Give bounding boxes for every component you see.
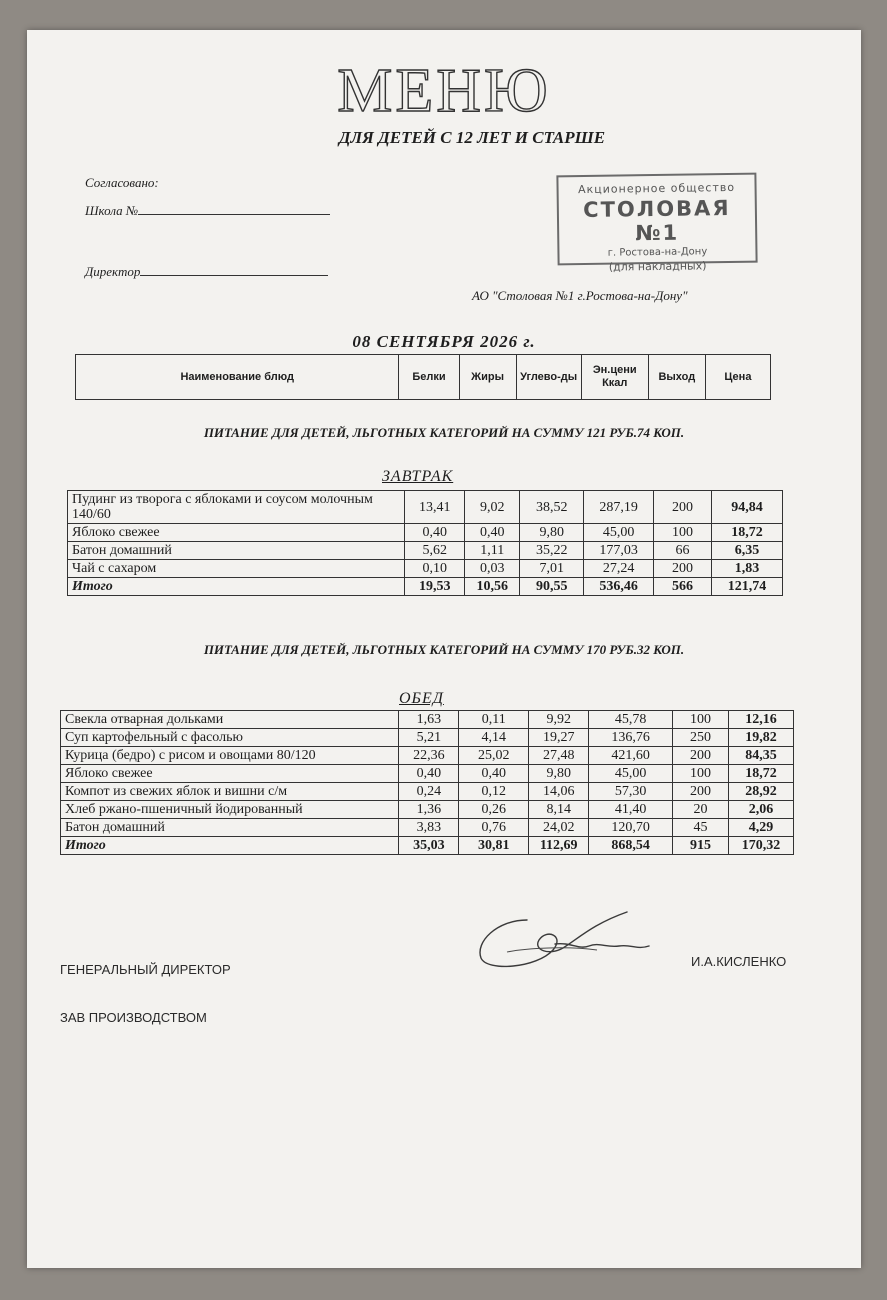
cell-yield: 200: [673, 747, 729, 765]
breakfast-banner: ПИТАНИЕ ДЛЯ ДЕТЕЙ, ЛЬГОТНЫХ КАТЕГОРИЙ НА СУММУ 121 РУБ.74 КОП.: [203, 425, 685, 440]
cell-carbs: 90,55: [520, 578, 584, 596]
cell-yield: 45: [673, 819, 729, 837]
cell-carbs: 19,27: [529, 729, 589, 747]
production-head-title: ЗАВ ПРОИЗВОДСТВОМ: [60, 1010, 207, 1025]
cell-fat: 0,03: [465, 560, 520, 578]
table-row: [61, 711, 794, 729]
cell-yield: 200: [673, 783, 729, 801]
lunch-table: [60, 710, 794, 855]
lunch-title: ОБЕД: [399, 690, 444, 707]
cell-yield: 100: [673, 765, 729, 783]
cell-carbs: 7,01: [520, 560, 584, 578]
cell-carbs: 9,80: [529, 765, 589, 783]
cell-yield: 250: [673, 729, 729, 747]
cell-price: 94,84: [712, 491, 783, 524]
table-row: [68, 491, 783, 524]
school-blank-line: [138, 202, 330, 215]
cell-energy: 41,40: [589, 801, 673, 819]
cell-name: Батон домашний: [61, 819, 399, 837]
col-yield-header: Выход: [648, 355, 705, 400]
table-row: [68, 524, 783, 542]
cell-energy: 177,03: [584, 542, 654, 560]
cell-protein: 5,21: [399, 729, 459, 747]
col-protein-header: Белки: [399, 355, 459, 400]
cell-name: Суп картофельный с фасолью: [61, 729, 399, 747]
stamp-line-3: г. Ростова-на-Дону: [607, 246, 708, 259]
cell-price: 1,83: [712, 560, 783, 578]
cell-yield: 100: [673, 711, 729, 729]
table-row: [61, 783, 794, 801]
table-row: [61, 819, 794, 837]
cell-energy: 868,54: [589, 837, 673, 855]
cell-energy: 45,78: [589, 711, 673, 729]
cell-carbs: 9,92: [529, 711, 589, 729]
cell-protein: 5,62: [405, 542, 465, 560]
director-field: [85, 263, 328, 280]
cell-fat: 0,12: [459, 783, 529, 801]
lunch-total-row: [61, 837, 794, 855]
cell-fat: 0,26: [459, 801, 529, 819]
cell-carbs: 27,48: [529, 747, 589, 765]
organization-name: АО "Столовая №1 г.Ростова-на-Дону": [472, 288, 688, 303]
cell-protein: 1,36: [399, 801, 459, 819]
col-carbs-header: Углево-ды: [516, 355, 581, 400]
cell-protein: 3,83: [399, 819, 459, 837]
cell-yield: 100: [654, 524, 712, 542]
cell-protein: 0,10: [405, 560, 465, 578]
cell-price: 19,82: [728, 729, 793, 747]
cell-name: Пудинг из творога с яблоками и соусом молочным 140/60: [68, 491, 405, 524]
director-label: Директор: [85, 264, 141, 279]
cell-fat: 0,76: [459, 819, 529, 837]
school-label: Школа №: [85, 203, 139, 218]
cell-price: 6,35: [712, 542, 783, 560]
organization-stamp: [556, 173, 757, 274]
cell-name: Хлеб ржано-пшеничный йодированный: [61, 801, 399, 819]
breakfast-total-row: [68, 578, 783, 596]
cell-energy: 136,76: [589, 729, 673, 747]
director-signature: [467, 902, 657, 978]
cell-fat: 0,11: [459, 711, 529, 729]
breakfast-table: [67, 490, 783, 596]
cell-carbs: 35,22: [520, 542, 584, 560]
document-title: МЕНЮ: [337, 57, 551, 125]
cell-name: Итого: [61, 837, 399, 855]
breakfast-title: ЗАВТРАК: [382, 468, 454, 485]
cell-energy: 120,70: [589, 819, 673, 837]
cell-price: 18,72: [712, 524, 783, 542]
cell-carbs: 38,52: [520, 491, 584, 524]
table-row: [61, 729, 794, 747]
cell-yield: 566: [654, 578, 712, 596]
cell-fat: 0,40: [459, 765, 529, 783]
cell-protein: 13,41: [405, 491, 465, 524]
cell-fat: 25,02: [459, 747, 529, 765]
cell-energy: 45,00: [584, 524, 654, 542]
col-energy-header: Эн.цени Ккал: [581, 355, 648, 400]
cell-name: Свекла отварная дольками: [61, 711, 399, 729]
cell-carbs: 8,14: [529, 801, 589, 819]
table-row: [61, 765, 794, 783]
cell-carbs: 14,06: [529, 783, 589, 801]
cell-yield: 200: [654, 560, 712, 578]
cell-price: 28,92: [728, 783, 793, 801]
cell-price: 18,72: [728, 765, 793, 783]
table-row: [61, 747, 794, 765]
cell-price: 121,74: [712, 578, 783, 596]
column-header-table: [75, 354, 771, 400]
cell-yield: 915: [673, 837, 729, 855]
cell-yield: 20: [673, 801, 729, 819]
director-name: И.А.КИСЛЕНКО: [691, 954, 787, 969]
menu-date: 08 СЕНТЯБРЯ 2026 г.: [352, 332, 536, 351]
cell-energy: 57,30: [589, 783, 673, 801]
cell-energy: 27,24: [584, 560, 654, 578]
cell-name: Яблоко свежее: [61, 765, 399, 783]
cell-protein: 22,36: [399, 747, 459, 765]
cell-fat: 4,14: [459, 729, 529, 747]
cell-protein: 19,53: [405, 578, 465, 596]
cell-fat: 1,11: [465, 542, 520, 560]
cell-fat: 0,40: [465, 524, 520, 542]
cell-name: Курица (бедро) с рисом и овощами 80/120: [61, 747, 399, 765]
cell-protein: 0,40: [399, 765, 459, 783]
cell-energy: 536,46: [584, 578, 654, 596]
cell-protein: 1,63: [399, 711, 459, 729]
cell-name: Чай с сахаром: [68, 560, 405, 578]
menu-document: [27, 30, 861, 1268]
table-row: [61, 801, 794, 819]
director-title: ГЕНЕРАЛЬНЫЙ ДИРЕКТОР: [60, 962, 231, 977]
cell-protein: 0,24: [399, 783, 459, 801]
cell-name: Яблоко свежее: [68, 524, 405, 542]
cell-protein: 0,40: [405, 524, 465, 542]
cell-price: 2,06: [728, 801, 793, 819]
column-header-row: [76, 355, 771, 400]
cell-yield: 66: [654, 542, 712, 560]
cell-name: Итого: [68, 578, 405, 596]
cell-price: 84,35: [728, 747, 793, 765]
stamp-line-2: СТОЛОВАЯ №1: [583, 195, 731, 246]
col-price-header: Цена: [705, 355, 770, 400]
table-row: [68, 542, 783, 560]
cell-energy: 287,19: [584, 491, 654, 524]
cell-carbs: 24,02: [529, 819, 589, 837]
cell-name: Компот из свежих яблок и вишни с/м: [61, 783, 399, 801]
cell-name: Батон домашний: [68, 542, 405, 560]
cell-price: 4,29: [728, 819, 793, 837]
approved-label: Согласовано:: [85, 175, 159, 190]
director-blank-line: [140, 263, 328, 276]
cell-price: 170,32: [728, 837, 793, 855]
table-row: [68, 560, 783, 578]
cell-energy: 421,60: [589, 747, 673, 765]
lunch-banner: ПИТАНИЕ ДЛЯ ДЕТЕЙ, ЛЬГОТНЫХ КАТЕГОРИЙ НА СУММУ 170 РУБ.32 КОП.: [203, 642, 685, 657]
col-name-header: Наименование блюд: [76, 355, 399, 400]
stamp-line-1: Акционерное общество: [577, 180, 736, 197]
col-fat-header: Жиры: [459, 355, 516, 400]
school-field: [85, 202, 330, 219]
stamp-line-4: (для накладных): [608, 259, 707, 274]
cell-price: 12,16: [728, 711, 793, 729]
cell-fat: 9,02: [465, 491, 520, 524]
cell-carbs: 112,69: [529, 837, 589, 855]
cell-fat: 30,81: [459, 837, 529, 855]
cell-carbs: 9,80: [520, 524, 584, 542]
cell-fat: 10,56: [465, 578, 520, 596]
document-subtitle: ДЛЯ ДЕТЕЙ С 12 ЛЕТ И СТАРШЕ: [338, 128, 606, 147]
cell-energy: 45,00: [589, 765, 673, 783]
cell-yield: 200: [654, 491, 712, 524]
cell-protein: 35,03: [399, 837, 459, 855]
